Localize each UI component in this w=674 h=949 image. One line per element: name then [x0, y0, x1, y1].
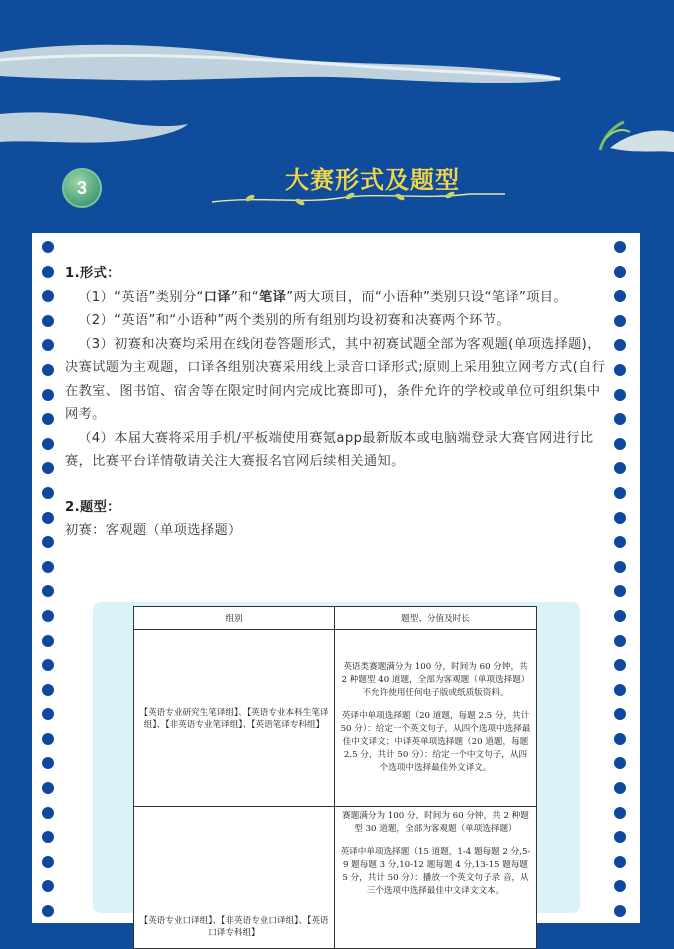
- binder-holes-right: [614, 241, 628, 930]
- table-cell-group: 【英语专业口译组】、【非英语专业口译组】、【英语口译专科组】: [134, 807, 335, 949]
- table-header-group: 组别: [134, 607, 335, 630]
- form-paragraph-1: （1）“英语”类别分“口译”和“笔译”两大项目，而“小语种”类别只设“笔译”项目。: [78, 289, 567, 305]
- form-paragraph-4: （4）本届大赛将采用手机/平板端使用赛氪app最新版本或电脑端登录大赛官网进行比赛，比赛平台详情敬请关注大赛报名官网后续相关通知。: [65, 430, 594, 469]
- table-row: [134, 630, 537, 807]
- table-cell-group: 【英语专业研究生笔译组】、【英语专业本科生笔译组】、【非英语专业笔译组】、【英语笔译专科组】: [134, 630, 335, 807]
- form-paragraph-2: （2）“英语”和“小语种”两个类别的所有组别均设初赛和决赛两个环节。: [78, 313, 510, 328]
- table-panel: [93, 602, 580, 938]
- question-type-table: [133, 606, 537, 949]
- table-row: [134, 807, 537, 949]
- table-header-type: 题型、分值及时长: [335, 607, 537, 630]
- form-heading: 1.形式：: [65, 266, 121, 281]
- table-header-row: [134, 607, 537, 630]
- types-line: 初赛：客观题（单项选择题）: [65, 523, 242, 538]
- table-cell-desc: 英语类赛题满分为 100 分，时间为 60 分钟，共 2 种题型 40 道题，全部为客观题（单项选择题）不允许使用任何电子版或纸质版资料。 英译中单项选择题（20 道题，每题 2.5 分，共计 50 分）：给定一个英文句子，从四个选项中选择最佳中文译文；中译英单项选择题（20 道题，每题 2.5 分，共计 50 分）：给定一个中文句子，从四个选项中选择最佳外文译文。: [335, 630, 537, 807]
- form-paragraph-3: （3）初赛和决赛均采用在线闭卷答题形式，其中初赛试题全部为客观题(单项选择题)，决赛试题为主观题，口译各组别决赛采用线上录音口译形式;原则上采用独立网考方式(自行在教室、图书馆、宿舍等在限定时间内完成比赛即可)，条件允许的学校或单位可组织集中网考。: [65, 336, 606, 422]
- header-banner-decoration: [0, 0, 674, 235]
- section-title: 大赛形式及题型: [285, 166, 460, 194]
- section-number-badge: 3: [62, 168, 102, 208]
- content-body: [65, 262, 610, 543]
- binder-holes-left: [42, 241, 56, 930]
- types-heading: 2.题型：: [65, 499, 121, 515]
- table-cell-desc: 赛题满分为 100 分，时间为 60 分钟，共 2 种题型 30 道题，全部为客观题（单项选择题） 英译中单项选择题（15 道题，1-4 题每题 2 分,5-9 题每题 3 分,10-12 题每题 4 分,13-15 题每题 5 分，共计 50 分）：播放一个英文句子录 音，从三个选项中选择最佳中文译文文本。: [335, 807, 537, 949]
